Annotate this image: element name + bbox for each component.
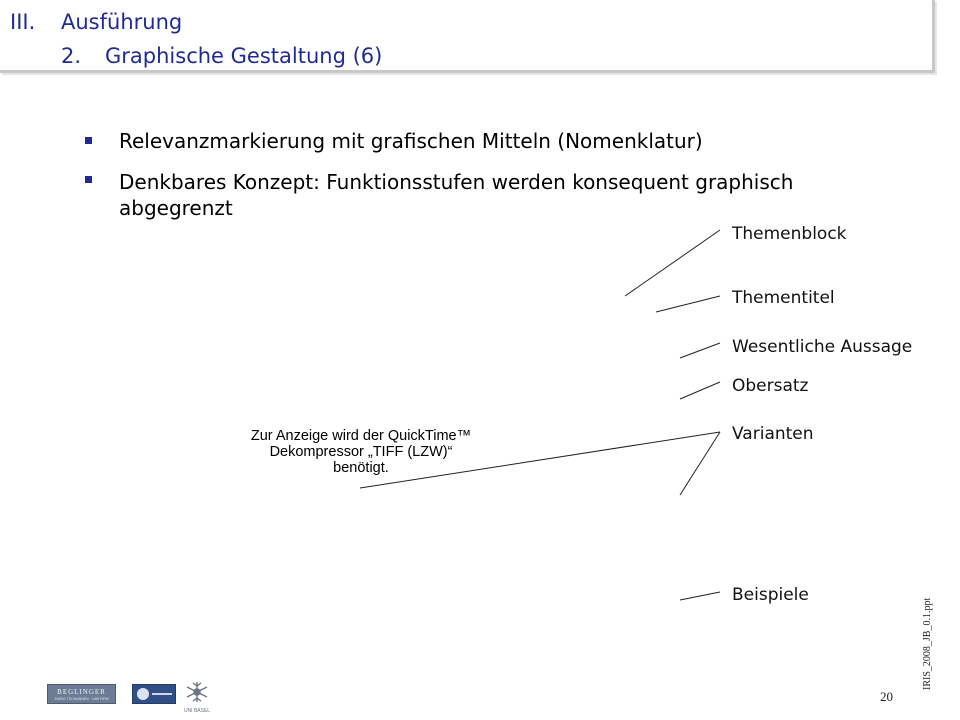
title-subsection-number: 2. xyxy=(61,44,82,68)
connector-themenblock xyxy=(625,230,720,296)
missing-image-placeholder xyxy=(236,428,486,476)
beglinger-logo-subtext: ZWEIG TSCHANNEN · LAW FIRM xyxy=(54,697,109,701)
bullet-item: Relevanzmarkierung mit grafischen Mitteln (Nomenklatur) xyxy=(119,129,703,153)
label-themenblock: Themenblock xyxy=(732,224,847,244)
connector-wesentliche-aussage xyxy=(680,343,720,358)
label-thementitel: Thementitel xyxy=(732,288,835,308)
beglinger-logo-text: BEGLINGER xyxy=(57,688,106,696)
page-number: 20 xyxy=(880,689,893,704)
title-section-number: III. xyxy=(10,10,36,34)
label-beispiele: Beispiele xyxy=(732,585,809,605)
connector-beispiele xyxy=(680,592,720,600)
connector-thementitel xyxy=(656,296,720,312)
placeholder-line: Zur Anzeige wird der QuickTime™ xyxy=(250,428,472,444)
uni-basel-logo-text: UNI BASEL xyxy=(183,708,211,714)
label-varianten: Varianten xyxy=(732,424,814,444)
connector-obersatz xyxy=(680,382,720,399)
connector-varianten-short xyxy=(680,432,720,495)
snowflake-icon xyxy=(187,682,207,702)
label-obersatz: Obersatz xyxy=(732,376,809,396)
label-wesentliche-aussage: Wesentliche Aussage xyxy=(732,337,913,357)
file-code: IRIS_2008_JB_0.1.ppt xyxy=(922,597,933,690)
seal-icon xyxy=(137,688,149,700)
uni-basel-logo xyxy=(182,680,212,720)
placeholder-line: Dekompressor „TIFF (LZW)“ xyxy=(269,444,453,460)
title-section-heading: Ausführung xyxy=(61,10,183,34)
beglinger-logo xyxy=(47,684,116,704)
title-subsection-heading: Graphische Gestaltung (6) xyxy=(105,44,383,68)
placeholder-line: benötigt. xyxy=(333,460,389,476)
university-logo xyxy=(132,684,176,704)
bullet-item: Denkbares Konzept: Funktionsstufen werden konsequent graphisch abgegrenzt xyxy=(119,170,794,220)
